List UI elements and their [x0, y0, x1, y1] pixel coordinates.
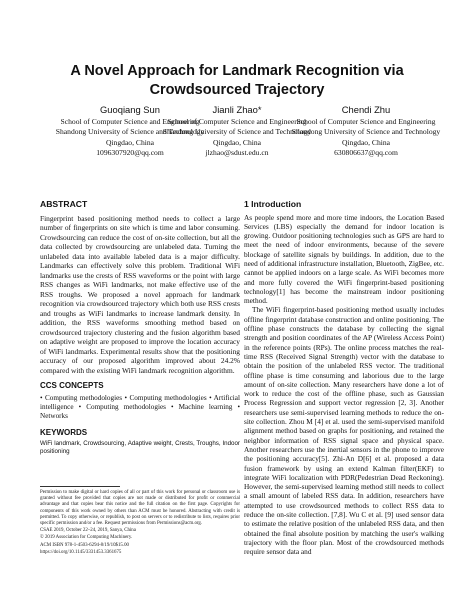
right-column: [244, 200, 444, 556]
abstract-heading: ABSTRACT: [40, 199, 88, 209]
intro-heading: 1 Introduction: [244, 199, 302, 209]
author-email: 630806637@qq.com: [334, 148, 398, 158]
ccs-heading: CCS CONCEPTS: [40, 381, 104, 390]
author-location: Qingdao, China: [341, 137, 391, 147]
conference-info: CSAE 2019, October 22–24, 2019, Sanya, China: [40, 528, 136, 534]
footnote-divider: [40, 486, 120, 487]
paper-title: A Novel Approach for Landmark Recognition via Crowdsourced Trajectory: [70, 63, 404, 98]
author-affiliation: School of Computer Science and Engineering: [296, 117, 436, 126]
author-name: Chendi Zhu: [341, 104, 391, 115]
author-affiliation: School of Computer Science and Engineering: [60, 117, 200, 126]
author-email: jlzhao@sdust.edu.cn: [205, 148, 269, 158]
author-block: [291, 104, 441, 159]
keywords-heading: KEYWORDS: [40, 427, 88, 437]
copyright-notice: © 2019 Association for Computing Machinery.: [40, 535, 133, 541]
keywords-text: WiFi landmark, Crowdsourcing, Adaptive weight, Crests, Troughs, Indoor positioning: [40, 440, 240, 456]
author-affiliation: School of Computer Science and Engineering: [167, 117, 307, 126]
author-email: 1096307920@qq.com: [96, 148, 164, 158]
author-university: Shandong University of Science and Technology: [162, 127, 312, 137]
author-name: Guoqiang Sun: [100, 104, 160, 115]
intro-paragraph-1: As people spend more and more time indoors, the Location Based Services (LBS) especially the demand for indoor location is growing. Outdoor positioning technologies such as GPS are hard to meet the need of indoor environments, because of the severe blockage of satellite signals by buildings. In addition, due to the need of additional infrastructure installation, Bluetooth, ZigBee, etc. cannot be applied indoors on a large scale. As WiFi becomes more and more fully covered the WiFi fingerprint-based positioning technology[1] has become the mainstream indoor positioning method.: [244, 212, 444, 306]
ccs-text: • Computing methodologies • Computing methodologies • Artificial intelligence • Computing methodologies • Machine learning • Networks: [40, 393, 240, 421]
footnote: [40, 490, 240, 556]
doi-link[interactable]: https://doi.org/10.1145/3331453.3361675: [40, 549, 122, 555]
author-block: [162, 104, 312, 159]
author-university: Shandong University of Science and Technology: [291, 127, 441, 137]
left-column: [40, 200, 240, 456]
intro-paragraph-2: The WiFi fingerprint-based positioning method usually includes offline fingerprint database construction and online positioning. The offline phase constructs the database by collecting the signal strength and position coordinates of the AP (Wireless Access Point) in the reference points (RPs). The online process matches the real-time RSS (Received Signal Strength) vector with the database to obtain the position of the unlabeled RSS vector. The traditional offline phase is time consuming and laborious due to the large amount of on-site collection. Many researchers have done a lot of work to reduce the cost of the offline phase, such as Gaussian Process Regression and support vector regression [2, 3]. Another researchers use semi-supervised learning methods to reduce the on-site collection. Zhou M [4] et al. used the semi-supervised manifold alignment method based on graphs for positioning, and retained the neighbor information of RSS signal space and physical space. Another researchers use the inertial sensors in the phone to improve the positioning accuracy[5]. Zhi-An D[6] et al. proposed a data fusion framework by using an extend Kalman filter(EKF) to integrate WiFi localization with PDR(Pedestrian Dead Reckoning). However, the semi-supervised learning method still needs to collect a small amount of labeled RSS data. In addition, researchers have attempted to use crowdsourced methods to collect RSS data to reduce the on-site collection. [7,8]. Wu C et al. [9] used sensor data to estimate the relative position of the unlabeled RSS data, and then obtained the final absolute position by matching the user's walking trajectory with the floor plan. Most of the crowdsourced methods require sensor data and: [244, 305, 444, 557]
author-university: Shandong University of Science and Technology: [55, 127, 205, 137]
author-location: Qingdao, China: [212, 137, 262, 147]
author-name: Jianli Zhao*: [212, 104, 262, 115]
abstract-text: Fingerprint based positioning method needs to collect a large number of fingerprints on site which is time and labor consuming. Crowdsourcing can reduce the cost of on-site collection, but all the data collected by crowdsourcing are unlabeled data. Turning the unlabeled data into available labeled data is a major difficulty. Landmarks can effectively solve this problem. Traditional WiFi landmarks use the crests of RSS waveforms or the point with large RSS changes as WiFi landmarks, not make effective use of the RSS troughs. We proposed a novel approach for landmark recognition via crowdsourced trajectory which both use RSS crests and troughs as WiFi landmarks to increase landmark density. In addition, the RSS waveforms smoothing method based on crowdsourced trajectory clustering and the fusion algorithm based on adaptive weight are proposed to improve the location accuracy of WiFi landmarks. Experimental results show that the positioning accuracy of our proposed algorithm improved about 24.2% compared with the existing WiFi landmark recognition algorithm.: [40, 213, 240, 375]
isbn: ACM ISBN 978-1-4503-6294-8/19/10$15.00: [40, 542, 129, 548]
author-location: Qingdao, China: [105, 137, 155, 147]
permission-notice: Permission to make digital or hard copies of all or part of this work for personal or classroom use is granted without fee provided that copies are not made or distributed for profit or commercial advantage and that copies bear this notice and the full citation on the first page. Copyrights for components of this work owned by others than ACM must be honored. Abstracting with credit is permitted. To copy otherwise, or republish, to post on servers or to redistribute to lists, requires prior specific permission and/or a fee. Request permissions from Permissions@acm.org.: [40, 490, 240, 527]
